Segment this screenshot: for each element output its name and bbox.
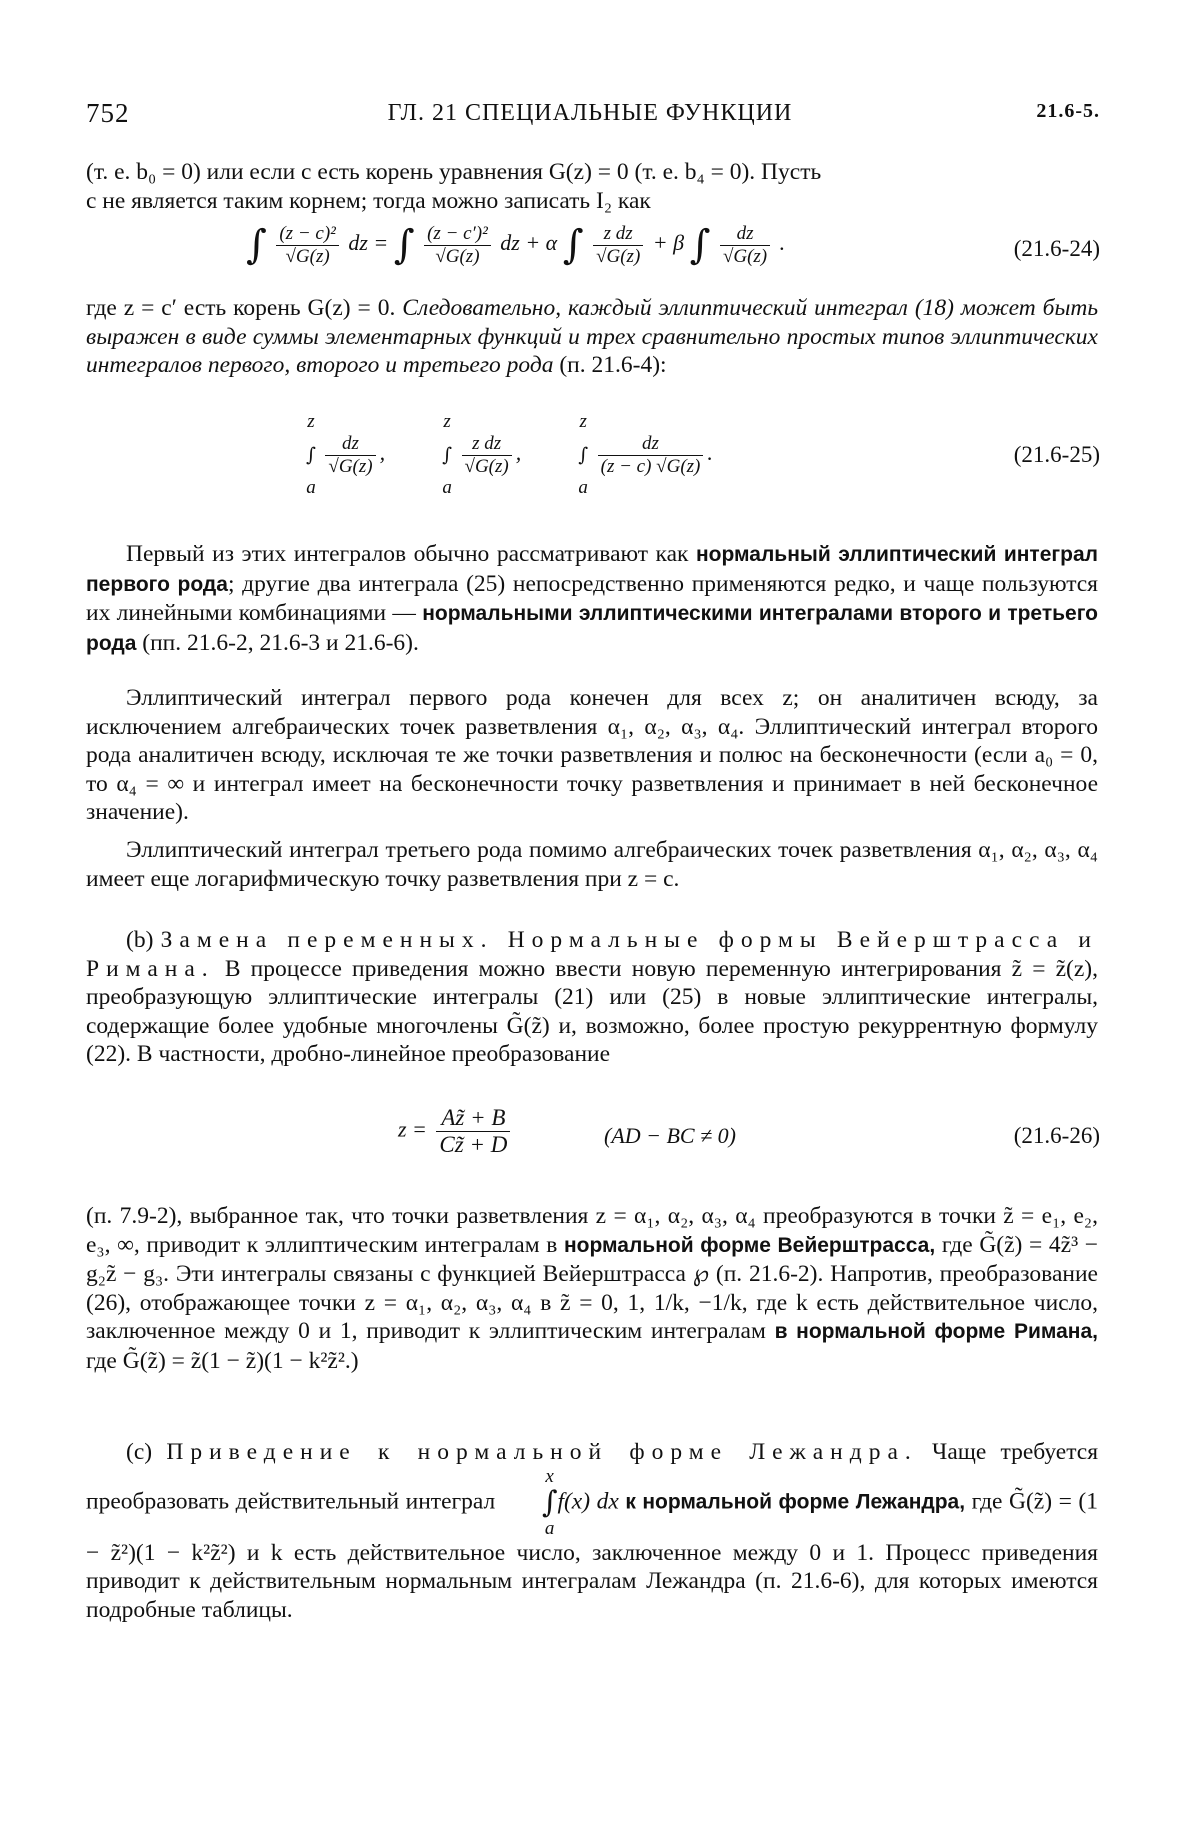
fraction: $\frac{\text{z dz}}{√G(z)}$ (593, 223, 643, 268)
equation-21-6-26: z = $\frac{Az̃ + B}{Cz̃ + D}$ (AD − BC ≠ 0) (21.6-26) (398, 1105, 1100, 1157)
running-header (80, 98, 1100, 138)
spaced-heading: Приведение к нормальной форме Лежандра. (166, 1439, 918, 1465)
equation-number: (21.6-24) (1013, 236, 1100, 261)
paragraph-legendre: (c) Приведение к нормальной форме Лежандра. Чаще требуется преобразовать действительный интеграл x ∫ a f(x) dx к нормальной форме Лежандра, где G̃(z̃) = (1 − z̃²)(1 − k²z̃²) и k есть действительное число, заключенное между 0 и 1. Процесс приведения приводит к действительным нормальным интегралам Лежандра (п. 21.6-6), для которых имеются подробные таблицы. (86, 1439, 1099, 1623)
paragraph-roots (86, 158, 1098, 215)
paragraph-weierstrass-riemann: (п. 7.9-2), выбранное так, что точки разветвления z = α₁, α₂, α₃, α₄ преобразуются в точки z̃ = e₁, e₂, e₃, ∞, приводит к эллиптическим интегралам в нормальной форме Вейерштрасса, где G̃(z̃) = 4z̃³ − g₂z̃ − g₃. Эти интегралы связаны с функцией Вейерштрасса ℘ (п. 21.6-2). Напротив, преобразование (26), отображающее точки z = α₁, α₂, α₃, α₄ в z̃ = 0, 1, 1/k, −1/k, где k есть действительное число, заключенное между 0 и 1, приводит к эллиптическим интегралам в нормальной форме Римана, где G̃(z̃) = z̃(1 − z̃)(1 − k²z̃².) (86, 1203, 1099, 1374)
spaced-heading: Замена переменных. Нормальные формы Вейерштрасса и Римана. (86, 927, 1099, 982)
section-number: 21.6-5. (1036, 100, 1100, 122)
integral-sign: ∫ (393, 222, 415, 268)
book-page (80, 0, 1100, 1838)
paragraph-line: (т. е. b₀ = 0) или если c есть корень уравнения G(z) = 0 (т. е. b₄ = 0). Пусть (86, 159, 822, 185)
equation-21-6-24: ∫ $\frac{\text{(z − c)²}}{√G(z)}$ dz = ∫ $\frac{\text{(z − c′)²}}{√G(z)}$ dz + α ∫ $\frac{\text{z dz}}{√G(z)}$ + β ∫ $\frac{dz}{√G(z)}$ . (21.6-24) (246, 222, 1100, 268)
equation-number: (21.6-25) (1013, 442, 1100, 467)
paragraph-normal-integrals: Первый из этих интегралов обычно рассматривают как нормальный эллиптический интеграл первого рода; другие два интеграла (25) непосредственно применяются редко, и чаще пользуются их линейными комбинациями — нормальными эллиптическими интегралами второго и третьего рода (пп. 21.6-2, 21.6-3 и 21.6-6). (86, 541, 1098, 656)
paragraph-first-kind: Эллиптический интеграл первого рода конечен для всех z; он аналитичен всюду, за исключением алгебраических точек разветвления α₁, α₂, α₃, α₄. Эллиптический интеграл второго рода аналитичен всюду, исключая те же точки разветвления и полюс на бесконечности (если a₀ = 0, то α₄ = ∞ и интеграл имеет на бесконечности точку разветвления и принимает в ней бесконечное значение). (86, 685, 1098, 825)
integral-sign: ∫ (562, 222, 584, 268)
bold-term: к нормальной форме Лежандра, (625, 1489, 966, 1513)
fraction: $\frac{\text{z dz}}{√G(z)}$ (462, 433, 512, 478)
fraction: $\frac{\text{(z − c′)²}}{√G(z)}$ (424, 223, 491, 268)
fraction: $\frac{dz}{(z - c) √G(z)}$ (598, 433, 704, 478)
integral-with-limits: z ∫ a (306, 411, 316, 498)
paragraph-conclusion: где z = c′ есть корень G(z) = 0. Следовательно, каждый эллиптический интеграл (18) может быть выражен в виде суммы элементарных функций и трех сравнительно простых типов эллиптических интегралов первого, второго и третьего рода (п. 21.6-4): (86, 295, 1099, 378)
condition: (AD − BC ≠ 0) (604, 1123, 737, 1148)
italic-statement: Следовательно, каждый эллиптический интеграл (18) может быть выражен в виде суммы элементарных функций и трех сравнительно простых типов эллиптических интегралов первого, второго и третьего рода (86, 295, 1099, 378)
fraction: $\frac{dz}{√G(z)}$ (325, 433, 375, 478)
equation-21-6-25: z ∫ a $\frac{dz}{√G(z)}$ , z ∫ a $\frac{\text{z dz}}{√G(z)}$ , z ∫ a $\frac{dz}{(z - c) √G(z)}$ . (21.6-25) (306, 411, 1100, 498)
bold-term: нормальными эллиптическими интегралами второго и третьего рода (86, 602, 1098, 655)
integral-sign: ∫ (689, 222, 711, 268)
item-label: (b) (126, 927, 154, 953)
integral-sign: ∫ (246, 222, 267, 268)
page-number: 752 (86, 98, 130, 128)
fraction: $\frac{dz}{√G(z)}$ (720, 223, 770, 268)
fraction: $\frac{Az̃ + B}{Cz̃ + D}$ (436, 1105, 510, 1158)
chapter-title: ГЛ. 21 СПЕЦИАЛЬНЫЕ ФУНКЦИИ (387, 100, 793, 126)
paragraph-line: c не является таким корнем; тогда можно записать I₂ как (86, 187, 651, 214)
bold-term: нормальной форме Вейерштрасса, (563, 1233, 936, 1257)
integral-with-limits: z ∫ a (578, 411, 589, 498)
item-label: (c) (126, 1439, 153, 1465)
equation-number: (21.6-26) (1013, 1123, 1100, 1148)
fraction: $\frac{\text{(z − c)²}}{√G(z)}$ (276, 223, 339, 268)
paragraph-substitution: (b) Замена переменных. Нормальные формы Вейерштрасса и Римана. В процессе приведения можно ввести новую переменную интегрирования z̃ = z̃(z), преобразующую эллиптические интегралы (21) или (25) в новые эллиптические интегралы, содержащие более удобные многочлены G̃(z̃) и, возможно, более простую рекуррентную формулу (22). В частности, дробно-линейное преобразование (86, 927, 1099, 1067)
integral-with-limits: z ∫ a (442, 411, 453, 498)
bold-term: в нормальной форме Римана, (774, 1320, 1098, 1343)
bold-term: нормальный эллиптический интеграл первого рода (86, 543, 1098, 596)
integral-with-limits: x ∫ a (541, 1465, 558, 1539)
paragraph-third-kind: Эллиптический интеграл третьего рода помимо алгебраических точек разветвления α₁, α₂, α₃, α₄ имеет еще логарифмическую точку разветвления при z = c. (86, 837, 1098, 892)
